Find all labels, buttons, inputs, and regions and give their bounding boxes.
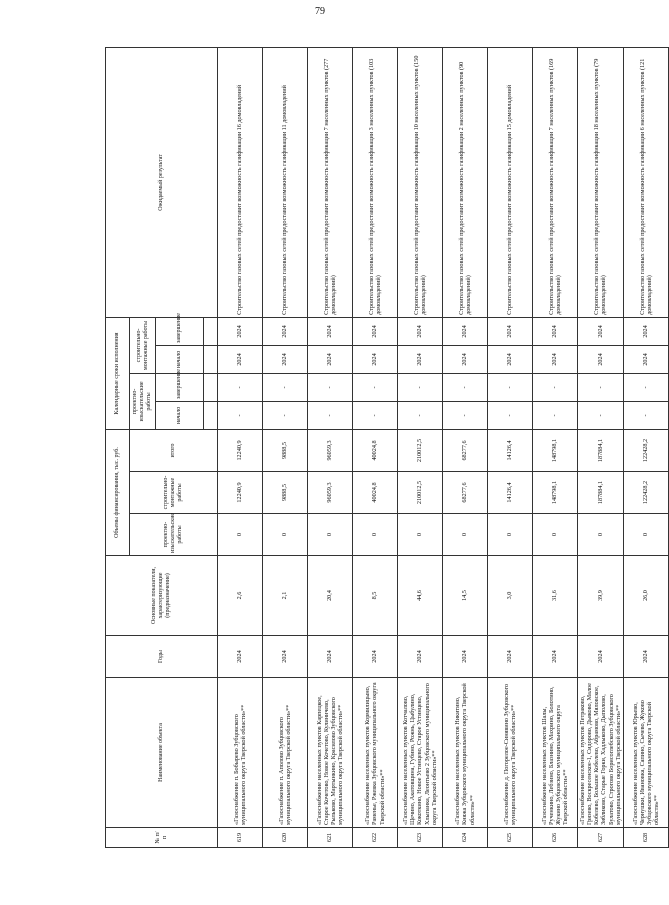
row-construction-end: 2024 [443, 317, 488, 345]
row-total: 96059,3 [308, 429, 353, 471]
row-design: 0 [623, 514, 668, 556]
row-num: 620 [263, 828, 308, 848]
row-design-end: - [308, 373, 353, 401]
row-design: 0 [398, 514, 443, 556]
header-characteristic: Основные показатели, характеризующие (предназначение) [106, 556, 218, 636]
row-construction: 210012,5 [398, 472, 443, 514]
row-result: Строительство газовых сетей предоставит возможность газификации 6 населенных пунктов (121 домовладений) [623, 47, 668, 317]
row-total: 187884,1 [578, 429, 624, 471]
row-design: 0 [353, 514, 398, 556]
row-design: 0 [443, 514, 488, 556]
row-num: 628 [623, 828, 668, 848]
row-characteristic: 20,4 [308, 556, 353, 636]
row-design-end: - [488, 373, 533, 401]
header-name: Наименование объекта [106, 678, 218, 828]
table-row [353, 47, 398, 847]
row-characteristic: 8,5 [353, 556, 398, 636]
row-total: 12240,9 [218, 429, 263, 471]
row-design-end: - [263, 373, 308, 401]
row-construction-end: 2024 [533, 317, 578, 345]
row-total: 210012,5 [398, 429, 443, 471]
row-design-start: - [398, 401, 443, 429]
row-construction-end: 2024 [218, 317, 263, 345]
row-name: «Газоснабжение п. Бобырево Зубцовского муниципального округа Тверской области»** [218, 678, 263, 828]
header-construction-works: строительно-монтажные работы [130, 472, 218, 514]
row-design-end: - [398, 373, 443, 401]
row-total: 9888,5 [263, 429, 308, 471]
header-timeline-design: проектно-изыскательские работы [130, 373, 156, 429]
row-construction-end: 2024 [263, 317, 308, 345]
page-number: 79 [315, 6, 325, 17]
row-year: 2024 [443, 636, 488, 678]
table-row [533, 47, 578, 847]
header-timeline: Календарные сроки исполнения [106, 317, 130, 429]
row-name: «Газоснабжение населенных пунктов Карпецкое, Старое Кочетово, Новое Кочетово, Кулиничево, Рыльково, Мартынкино, Красилово Зубцовского муниципального округа Тверской области»** [308, 678, 353, 828]
row-characteristic: 44,6 [398, 556, 443, 636]
row-characteristic: 31,6 [533, 556, 578, 636]
row-construction-start: 2024 [218, 345, 263, 373]
row-construction: 14126,4 [488, 472, 533, 514]
row-num: 627 [578, 828, 624, 848]
row-construction-end: 2024 [488, 317, 533, 345]
row-construction-end: 2024 [353, 317, 398, 345]
row-design: 0 [533, 514, 578, 556]
row-design: 0 [308, 514, 353, 556]
row-design-end: - [218, 373, 263, 401]
row-design-end: - [533, 373, 578, 401]
row-name: «Газоснабжение д. Погорелое-Синявино Зубцовского муниципального округа Тверской области»** [488, 678, 533, 828]
row-name: «Газоснабжение населенных пунктов Котчалово, Щечино, Акатовщина, Губино, Рожнь, Цыбулино, Кокоткино, Новое Устинцево, Старое Устинцево, Хлыпанка, Леонтьево 2 Зубцовского муниципального округа Тверской области»** [398, 678, 443, 828]
row-total: 68277,6 [443, 429, 488, 471]
row-name: «Газоснабжение населенных пунктов Шалы, Рученкино, Лебзино, Блазнино, Махрино, Болотино, Жукино Зубцовского муниципального округа Тверской области»** [533, 678, 578, 828]
row-construction-start: 2024 [443, 345, 488, 373]
row-design-start: - [488, 401, 533, 429]
row-construction-start: 2024 [308, 345, 353, 373]
table-row [398, 47, 443, 847]
row-design-end: - [623, 373, 668, 401]
table-row [443, 47, 488, 847]
row-year: 2024 [533, 636, 578, 678]
row-year: 2024 [623, 636, 668, 678]
header-timeline-construction: строительно-монтажные работы [130, 317, 156, 373]
row-construction-start: 2024 [398, 345, 443, 373]
row-characteristic: 26,0 [623, 556, 668, 636]
row-characteristic: 3,0 [488, 556, 533, 636]
row-construction-end: 2024 [398, 317, 443, 345]
row-characteristic: 14,5 [443, 556, 488, 636]
header-design-start: начало [156, 401, 204, 429]
row-construction: 12240,9 [218, 472, 263, 514]
row-design-start: - [578, 401, 624, 429]
table-row [578, 47, 624, 847]
header-design-end: завершение [156, 373, 204, 401]
row-design-start: - [533, 401, 578, 429]
table-row [263, 47, 308, 847]
row-total: 14126,4 [488, 429, 533, 471]
row-construction-start: 2024 [488, 345, 533, 373]
row-design: 0 [263, 514, 308, 556]
row-construction: 40024,8 [353, 472, 398, 514]
row-construction-start: 2024 [623, 345, 668, 373]
row-year: 2024 [353, 636, 398, 678]
header-funding: Объемы финансирования, тыс. руб. [106, 429, 130, 555]
row-num: 622 [353, 828, 398, 848]
header-num: № п/п [106, 828, 218, 848]
row-year: 2024 [218, 636, 263, 678]
row-design-end: - [353, 373, 398, 401]
row-result: Строительство газовых сетей предоставит возможность газификации 15 домовладений [488, 47, 533, 317]
row-name: «Газоснабжение п. Аполово Зубцовского муниципального округа Тверской области»** [263, 678, 308, 828]
row-design-start: - [308, 401, 353, 429]
row-name: «Газоснабжение населенных пунктов Никитино, Княжа Зубцовского муниципального округа Тверской области»** [443, 678, 488, 828]
row-characteristic: 39,9 [578, 556, 624, 636]
row-construction: 122428,2 [623, 472, 668, 514]
row-num: 624 [443, 828, 488, 848]
row-result: Строительство газовых сетей предоставит возможность газификации 7 населенных пунктов (169 домовладений) [533, 47, 578, 317]
row-num: 625 [488, 828, 533, 848]
row-design: 0 [488, 514, 533, 556]
row-design-start: - [218, 401, 263, 429]
row-construction: 68277,6 [443, 472, 488, 514]
row-name: «Газоснабжение населенных пунктов Кормилицыно, Раменье, Ржевка Зубцовского муниципального округа Тверской области»** [353, 678, 398, 828]
row-result: Строительство газовых сетей предоставит возможность газификации 18 населенных пунктов (79 домовладений) [578, 47, 624, 317]
header-design-works: проектно-изыскательские работы [130, 514, 218, 556]
row-result: Строительство газовых сетей предоставит возможность газификации 3 населенных пунктов (103 домовладений) [353, 47, 398, 317]
row-construction: 148798,1 [533, 472, 578, 514]
row-construction-end: 2024 [623, 317, 668, 345]
table-row [488, 47, 533, 847]
row-construction: 187884,1 [578, 472, 624, 514]
row-construction-start: 2024 [533, 345, 578, 373]
row-result: Строительство газовых сетей предоставит возможность газификации 11 домовладений [263, 47, 308, 317]
investment-objects-table [105, 47, 669, 848]
row-result: Строительство газовых сетей предоставит возможность газификации 7 населенных пунктов (277 домовладений) [308, 47, 353, 317]
row-construction-start: 2024 [353, 345, 398, 373]
header-result: Ожидаемый результат [106, 47, 218, 317]
row-name: «Газоснабжение населенных пунктов Петраково, Грязево, Воскресенское-1, Сидорово, Дьяково, Малое Кобелево, Большое Кобелево, Абрамово, Мяловское, Зябликово, Старые Горки, Хадлыково, Дыполово, Булатово, Строгово Борисоглебского Зубцовского муниципального округа Тверской области»** [578, 678, 624, 828]
header-years: Годы [106, 636, 218, 678]
row-year: 2024 [488, 636, 533, 678]
row-num: 623 [398, 828, 443, 848]
header-total: итого [130, 429, 218, 471]
row-total: 122428,2 [623, 429, 668, 471]
row-construction: 96059,3 [308, 472, 353, 514]
row-year: 2024 [578, 636, 624, 678]
row-num: 619 [218, 828, 263, 848]
row-num: 626 [533, 828, 578, 848]
row-total: 148798,1 [533, 429, 578, 471]
row-year: 2024 [263, 636, 308, 678]
row-design-end: - [578, 373, 624, 401]
row-characteristic: 2,6 [218, 556, 263, 636]
row-characteristic: 2,1 [263, 556, 308, 636]
row-design-start: - [623, 401, 668, 429]
header-construction-end: завершение [156, 317, 204, 345]
rotated-table-container [105, 48, 660, 848]
row-design-start: - [353, 401, 398, 429]
row-year: 2024 [308, 636, 353, 678]
table-row [218, 47, 263, 847]
row-design: 0 [218, 514, 263, 556]
row-result: Строительство газовых сетей предоставит возможность газификации 2 населенных пунктов (90 домовладений) [443, 47, 488, 317]
table-row [623, 47, 668, 847]
row-construction-start: 2024 [263, 345, 308, 373]
row-num: 621 [308, 828, 353, 848]
row-name: «Газоснабжение населенных пунктов Юрьево, Чернушки, Ивановка, Сапино, Сычево, Жуково Зубцовского муниципального округа Тверской области»** [623, 678, 668, 828]
header-construction-start: начало [156, 345, 204, 373]
row-design-end: - [443, 373, 488, 401]
row-design-start: - [443, 401, 488, 429]
row-result: Строительство газовых сетей предоставит возможность газификации 16 домовладений [218, 47, 263, 317]
row-construction-end: 2024 [308, 317, 353, 345]
row-construction: 9888,5 [263, 472, 308, 514]
row-result: Строительство газовых сетей предоставит возможность газификации 10 населенных пунктов (150 домовладений) [398, 47, 443, 317]
row-total: 40024,8 [353, 429, 398, 471]
table-row [308, 47, 353, 847]
row-design: 0 [578, 514, 624, 556]
row-construction-start: 2024 [578, 345, 624, 373]
row-design-start: - [263, 401, 308, 429]
row-construction-end: 2024 [578, 317, 624, 345]
row-year: 2024 [398, 636, 443, 678]
